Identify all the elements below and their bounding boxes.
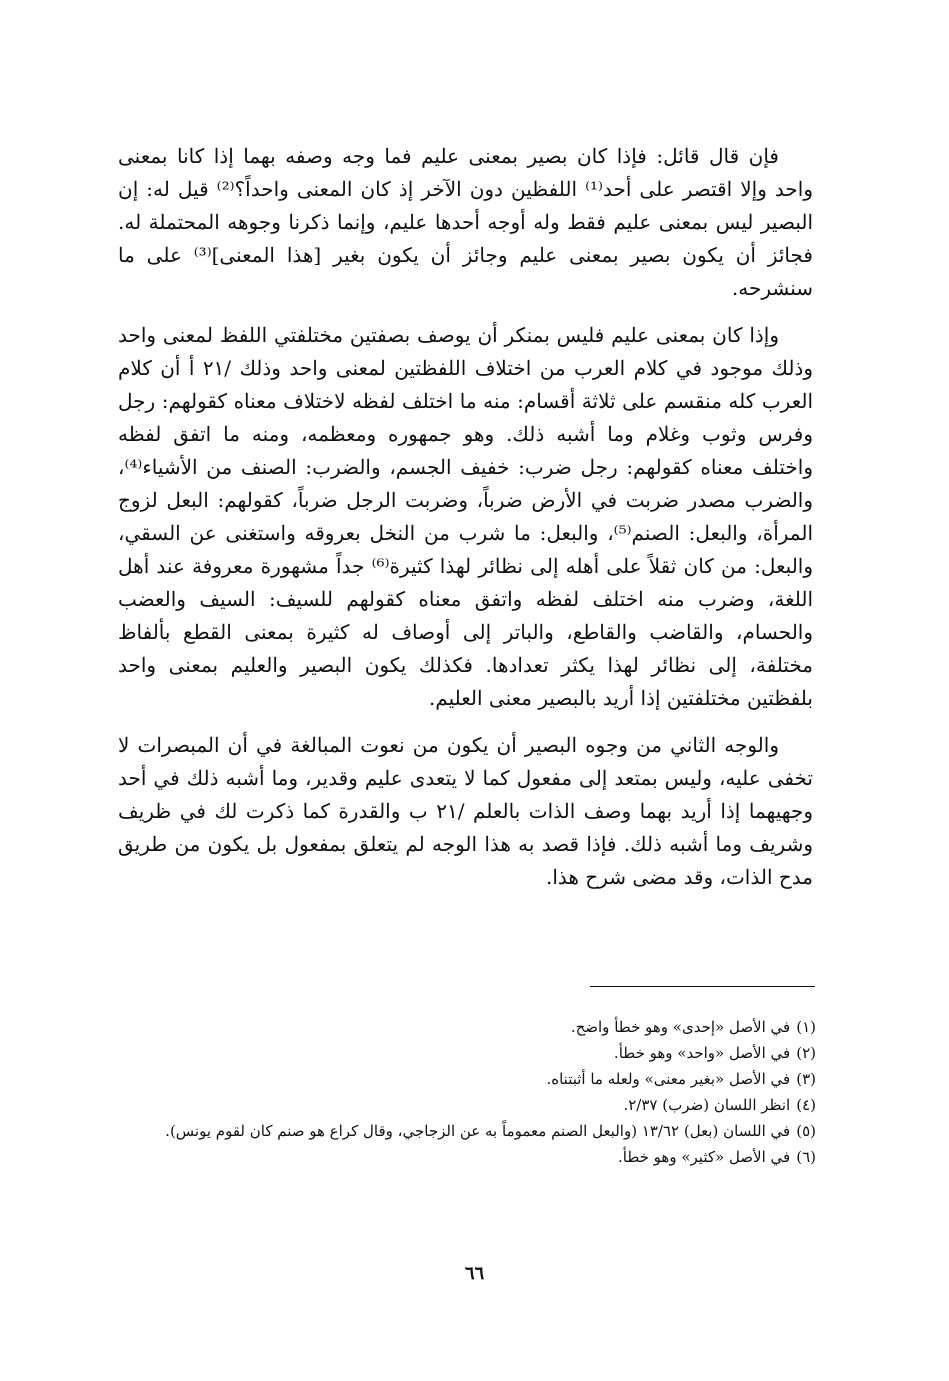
paragraph-3: والوجه الثاني من وجوه البصير أن يكون من نعوت المبالغة في أن المبصرات لا تخفى عليه، وليس بمتعد إلى مفعول كما لا يتعدى عليم وقدير، وما أشبه ذلك في أحد وجهيهما إذا أريد بهما وصف الذات بالعلم ‎/٢١ ب والقدرة كما ذكرت لك في ظريف وشريف وما أشبه ذلك. فإذا قصد به هذا الوجه لم يتعلق بمفعول بل يكون من طريق مدح الذات، وقد مضى شرح هذا. [118, 733, 814, 889]
footnote-text: في الأصل «بغير معنى» ولعله ما أثبتناه. [546, 1070, 791, 1088]
footnote-number: (٦) [796, 1148, 816, 1166]
footnote [118, 1092, 816, 1118]
paragraph-2: وإذا كان بمعنى عليم فليس بمنكر أن يوصف بصفتين مختلفتي اللفظ لمعنى واحد وذلك موجود في كلام العرب من اختلاف اللفظتين لمعنى واحد وذلك ‎/٢١ أ أن كلام العرب كله منقسم على ثلاثة أقسام: منه ما اختلف لفظه لاختلاف معناه كقولهم: رجل وفرس وثوب وغلام وما أشبه ذلك. وهو جمهوره ومعظمه، ومنه ما اتفق لفظه واختلف معناه كقولهم: رجل ضرب: خفيف الجسم، والضرب: الصنف من الأشياء⁽⁴⁾، والضرب مصدر ضربت في الأرض ضرباً، وضربت الرجل ضرباً، كقولهم: البعل لزوج المرأة، والبعل: الصنم⁽⁵⁾، والبعل: ما شرب من النخل بعروقه واستغنى عن السقي، والبعل: من كان ثقلاً على أهله إلى نظائر لهذا كثيرة⁽⁶⁾ جداً مشهورة معروفة عند أهل اللغة، وضرب منه اختلف لفظه واتفق معناه كقولهم للسيف: السيف والعضب والحسام، والقاضب والقاطع، والباتر إلى أوصاف له كثيرة بمعنى القطع بألفاظ مختلفة، إلى نظائر لهذا يكثر تعدادها. فكذلك يكون البصير والعليم بمعنى واحد بلفظتين مختلفتين إذا أريد بالبصير معنى العليم. [118, 323, 813, 710]
footnote [118, 1040, 816, 1066]
footnote-divider [590, 986, 815, 987]
footnote-text: في الأصل «واحد» وهو خطأ. [613, 1044, 791, 1062]
footnote-number: (٢) [796, 1044, 816, 1062]
footnote-number: (٤) [796, 1096, 816, 1114]
footnote [118, 1118, 816, 1144]
page-number: ٦٦ [464, 1263, 485, 1284]
footnote-text: في الأصل «إحدى» وهو خطأ واضح. [570, 1018, 791, 1036]
footnote-number: (٣) [796, 1070, 816, 1088]
main-text [118, 140, 813, 908]
footnote-text: في الأصل «كثير» وهو خطأ. [618, 1148, 791, 1166]
footnote [118, 1014, 816, 1040]
footnote [118, 1144, 816, 1170]
footnote-number: (١) [796, 1018, 816, 1036]
footnotes [118, 1014, 816, 1170]
paragraph-1: فإن قال قائل: فإذا كان بصير بمعنى عليم فما وجه وصفه بهما إذا كانا بمعنى واحد وإلا اقتصر على أحد⁽¹⁾ اللفظين دون الآخر إذ كان المعنى واحداً؟⁽²⁾ قيل له: إن البصير ليس بمعنى عليم فقط وله أوجه أحدها عليم، وإنما ذكرنا وجوهه المحتملة له. فجائز أن يكون بصير بمعنى عليم وجائز أن يكون بغير [هذا المعنى]⁽³⁾ على ما سنشرحه. [118, 144, 814, 300]
footnote-number: (٥) [796, 1122, 816, 1140]
footnote [118, 1066, 816, 1092]
footnote-text: في اللسان (بعل) ١٣/٦٢ (والبعل الصنم معموماً به عن الزجاجي، وقال كراع هو صنم كان لقوم يونس). [165, 1122, 791, 1140]
footnote-text: انظر اللسان (ضرب) ٢/٣٧. [623, 1096, 791, 1114]
